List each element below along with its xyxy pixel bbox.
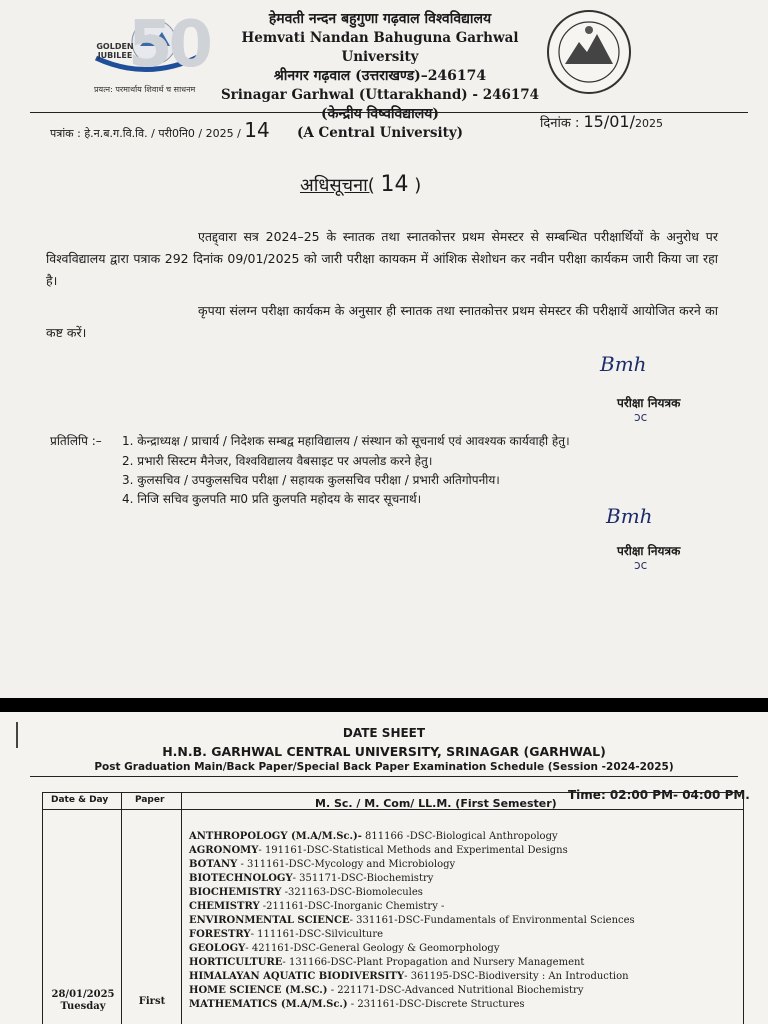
golden-jubilee-text: GOLDEN JUBILEE (96, 42, 134, 60)
subject-row (189, 943, 500, 954)
address-hindi: श्रीनगर गढ़वाल (उत्तराखण्ड)–246174 (273, 68, 487, 84)
column-divider (121, 793, 122, 1024)
subject-detail: - 361195-DSC-Biodiversity : An Introduction (404, 971, 629, 982)
reference-handwritten-number: 14 (244, 118, 270, 142)
subject-row (189, 999, 525, 1010)
schedule-table (42, 792, 744, 1024)
date-sheet-subtitle: Post Graduation Main/Back Paper/Special Back Paper Examination Schedule (Session -2024-2025) (94, 761, 674, 773)
date-day: 15 (583, 112, 604, 131)
signature-mark: ɔc (634, 410, 648, 424)
controller-signature-2: Bmh (606, 504, 653, 528)
subject-name: CHEMISTRY (189, 901, 260, 912)
signature-mark-2: ɔc (634, 558, 648, 572)
subject-name: HORTICULTURE (189, 957, 283, 968)
subject-detail: - 221171-DSC-Advanced Nutritional Biochemistry (327, 985, 584, 996)
subject-detail: - 331161-DSC-Fundamentals of Environmental Sciences (349, 915, 635, 926)
subject-name: FORESTRY (189, 929, 251, 940)
subject-row (189, 971, 629, 982)
subject-row (189, 929, 383, 940)
subject-name: HOME SCIENCE (M.SC.) (189, 985, 328, 996)
subject-row (189, 901, 444, 912)
subject-detail: - 131166-DSC-Plant Propagation and Nursery Management (282, 957, 585, 968)
header-date-day: Date & Day (51, 795, 109, 805)
subject-detail: -321163-DSC-Biomolecules (281, 887, 423, 898)
controller-title: परीक्षा नियत्रक (617, 396, 681, 410)
address-english: Srinagar Garhwal (Uttarakhand) - 246174 (220, 87, 540, 103)
subject-detail: - 421161-DSC-General Geology & Geomorphology (245, 943, 500, 954)
subject-detail: - 111161-DSC-Silviculture (250, 929, 384, 940)
subject-name: MATHEMATICS (M.A/M.Sc.) (189, 999, 348, 1010)
header-course: M. Sc. / M. Com/ LL.M. (First Semester) (315, 797, 557, 810)
page-gap (0, 698, 768, 712)
subject-detail: 811166 -DSC-Biological Anthropology (361, 831, 558, 842)
subject-detail: - 231161-DSC-Discrete Structures (347, 999, 525, 1010)
date-sheet-university: H.N.B. GARHWAL CENTRAL UNIVERSITY, SRINAGAR (GARHWAL) (162, 744, 606, 759)
jubilee-fifty: 50 (128, 8, 210, 82)
date-sheet-title: DATE SHEET (342, 726, 426, 740)
date-label: दिनांक : (540, 116, 580, 131)
reference-label: पत्रांक : हे.न.ब.ग.वि.वि. / परी0नि0 / 2025 / (50, 127, 241, 140)
university-seal (545, 8, 633, 96)
notification-paragraph-1: एतद्द्वारा सत्र 2024–25 के स्नातक तथा स्नातकोत्तर प्रथम सेमस्टर से सम्बन्धित परीक्षार्थियों के अनुरोध पर विश्वविद्यालय द्वारा पत्राक 292 दिनांक 09/01/2025 को जारी परीक्षा कायकम में आंशिक सेशोधन कर नवीन परीक्षा कार्यकम जारी किया जा रहा है। (46, 229, 718, 288)
date-sheet-page (0, 712, 768, 1024)
subject-row (189, 845, 568, 856)
subject-row (189, 957, 584, 968)
copy-item: 1. केन्द्राध्यक्ष / प्राचार्य / निदेशक सम्बद्व महाविद्यालय / संस्थान को सूचनार्थ एवं आवश्यक कार्यवाही हेतु। (122, 434, 570, 448)
date-year: 2025 (635, 117, 663, 130)
subject-name: BIOCHEMISTRY (189, 887, 282, 898)
subject-row (189, 985, 583, 996)
exam-time: Time: 02:00 PM- 04:00 PM. (568, 788, 750, 802)
cell-paper: First (138, 996, 166, 1007)
subject-name: AGRONOMY (189, 845, 259, 856)
notification-title (300, 172, 421, 197)
university-name-hindi: हेमवती नन्दन बहुगुणा गढ़वाल विश्वविद्यालय (268, 11, 492, 27)
subject-name: GEOLOGY (189, 943, 246, 954)
date-month: /01/ (603, 112, 635, 131)
notification-paragraph-2: कृपया संलग्न परीक्षा कार्यकम के अनुसार ही स्नातक तथा स्नातकोत्तर प्रथम सेमस्टर की परीक्षायें आयोजित करने का कष्ट करें। (46, 303, 718, 340)
cell-date (49, 989, 117, 1013)
subject-row (189, 831, 558, 842)
subject-row (189, 859, 455, 870)
column-divider (181, 793, 182, 1024)
subject-row (189, 873, 433, 884)
central-university-english: (A Central University) (296, 125, 464, 141)
notification-title-close: ) (414, 175, 422, 196)
central-university-hindi: (केन्द्रीय विष्वविद्यालय) (321, 106, 439, 122)
exam-day: Tuesday (60, 1001, 106, 1012)
exam-date: 28/01/2025 (51, 989, 115, 1000)
copy-item: 3. कुलसचिव / उपकुलसचिव परीक्षा / सहायक कुलसचिव परीक्षा / प्रभारी अतिगोपनीय। (122, 473, 500, 487)
copy-item: 4. निजि सचिव कुलपति मा0 प्रति कुलपति महोदय के सादर सूचनार्थ। (122, 492, 422, 506)
subject-detail: - 191161-DSC-Statistical Methods and Experimental Designs (258, 845, 568, 856)
reference-number (50, 118, 270, 142)
subject-name: ANTHROPOLOGY (M.A/M.Sc.)- (189, 831, 362, 842)
header-paper: Paper (135, 795, 165, 805)
subject-name: ENVIRONMENTAL SCIENCE (189, 915, 350, 926)
controller-title-2: परीक्षा नियत्रक (617, 544, 681, 558)
copies-label: प्रतिलिपि :– (50, 434, 102, 448)
subject-row (189, 915, 635, 926)
university-motto: प्रयत्न: परमार्थाय शिवार्थ च साधनम (94, 85, 196, 94)
notification-number: 14 (380, 172, 409, 197)
university-name-english: Hemvati Nandan Bahuguna Garhwal University (241, 30, 519, 65)
subject-row (189, 887, 423, 898)
subject-name: BOTANY (189, 859, 238, 870)
subject-detail: -211161-DSC-Inorganic Chemistry - (259, 901, 445, 912)
notification-title-text: अधिसूचना( (300, 175, 375, 196)
copy-item: 2. प्रभारी सिस्टम मैनेजर, विश्वविद्यालय वैबसाइट पर अपलोड करने हेतु। (122, 454, 433, 468)
letter-date (540, 112, 663, 131)
subject-name: BIOTECHNOLOGY (189, 873, 293, 884)
subject-detail: - 311161-DSC-Mycology and Microbiology (237, 859, 456, 870)
subject-name: HIMALAYAN AQUATIC BIODIVERSITY (189, 971, 405, 982)
date-sheet-divider (30, 776, 738, 777)
controller-signature: Bmh (600, 352, 647, 376)
subject-detail: - 351171-DSC-Biochemistry (292, 873, 434, 884)
